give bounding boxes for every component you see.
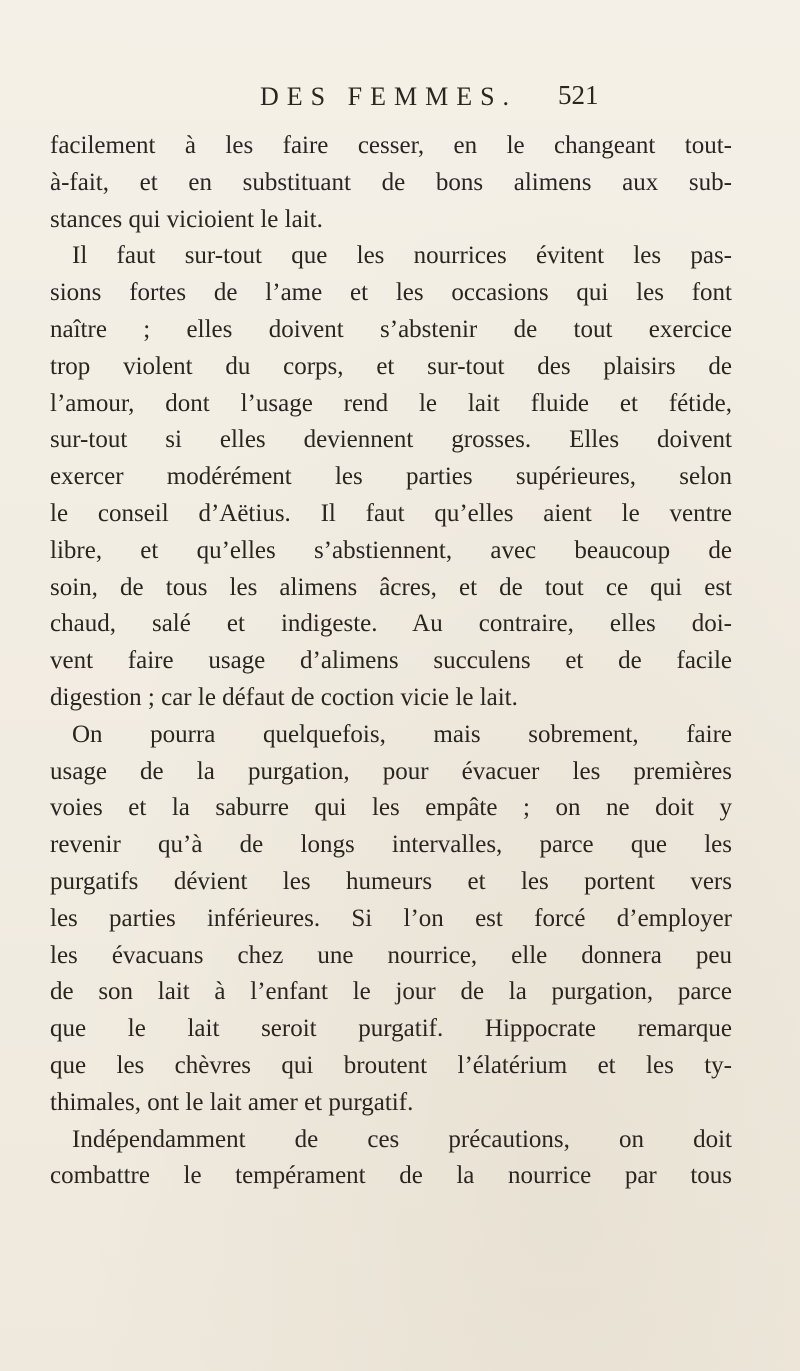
page-number: 521 [558,80,599,110]
text-line: que les chèvres qui broutent l’élatérium et les ty- [50,1051,732,1079]
text-line: sur-tout si elles deviennent grosses. Elles doivent [50,426,732,454]
text-line: que le lait seroit purgatif. Hippocrate remarque [50,1015,732,1043]
text-line: vent faire usage d’alimens succulens et de facile [50,647,732,675]
text-line: l’amour, dont l’usage rend le lait fluide et fétide, [50,389,732,417]
body-text [50,128,732,1195]
running-head: DES FEMMES. [260,82,518,111]
text-line: stances qui vicioient le lait. [50,205,323,233]
text-line: exercer modérément les parties supérieures, selon [50,463,732,491]
text-line: revenir qu’à de longs intervalles, parce que les [50,831,732,859]
text-line: à-fait, et en substituant de bons alimens aux sub- [50,168,732,196]
text-line: combattre le tempérament de la nourrice par tous [50,1162,732,1190]
text-line: purgatifs dévient les humeurs et les portent vers [50,867,732,895]
text-line: sions fortes de l’ame et les occasions qui les font [50,279,732,307]
text-line: facilement à les faire cesser, en le changeant tout- [50,132,732,159]
text-line: Indépendamment de ces précautions, on doit [72,1125,732,1153]
text-line: trop violent du corps, et sur-tout des plaisirs de [50,352,732,380]
text-line: les parties inférieures. Si l’on est forcé d’employer [50,904,732,932]
text-line: soin, de tous les alimens âcres, et de tout ce qui est [50,573,732,601]
text-line: le conseil d’Aëtius. Il faut qu’elles aient le ventre [50,499,732,527]
text-line: On pourra quelquefois, mais sobrement, faire [72,720,732,748]
text-line: de son lait à l’enfant le jour de la purgation, parce [50,978,732,1006]
text-line: voies et la saburre qui les empâte ; on ne doit y [50,794,732,822]
text-line: les évacuans chez une nourrice, elle donnera peu [50,941,732,969]
text-line: usage de la purgation, pour évacuer les premières [50,757,732,785]
text-line: Il faut sur-tout que les nourrices évitent les pas- [72,242,732,270]
text-line: digestion ; car le défaut de coction vicie le lait. [50,683,518,711]
text-line: libre, et qu’elles s’abstiennent, avec beaucoup de [50,536,732,564]
text-line: thimales, ont le lait amer et purgatif. [50,1088,414,1116]
text-line: naître ; elles doivent s’abstenir de tout exercice [50,315,732,343]
text-line: chaud, salé et indigeste. Au contraire, elles doi- [50,610,732,638]
